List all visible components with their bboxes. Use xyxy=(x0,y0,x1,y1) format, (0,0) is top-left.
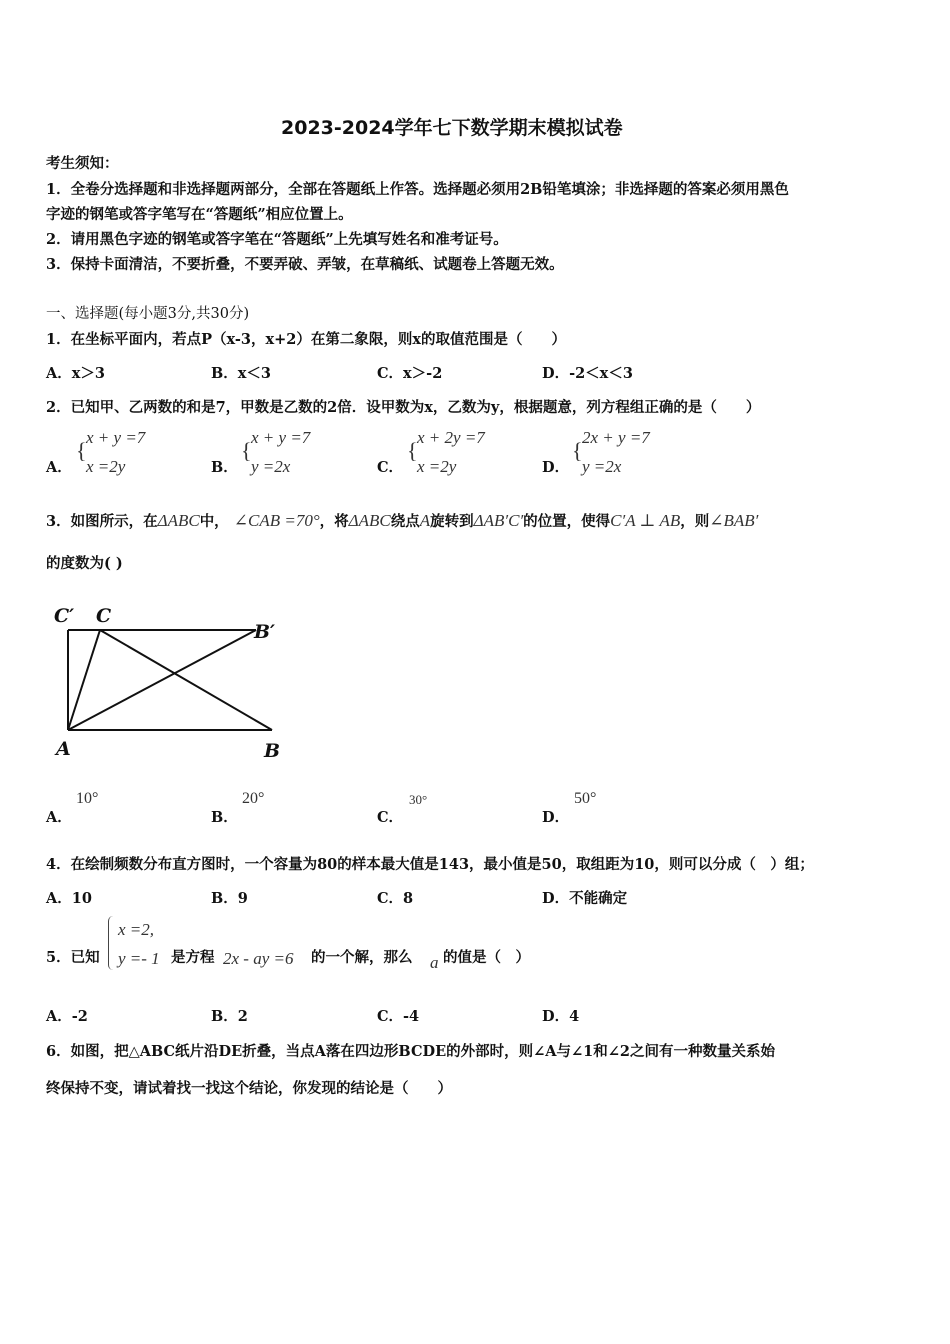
q3-math-6: C′A ⊥ AB xyxy=(610,511,681,530)
notice-line-1b: 字迹的钢笔或答字笔写在“答题纸”相应位置上。 xyxy=(46,206,353,223)
q1-option-d: D．-2＜x＜3 xyxy=(542,365,633,382)
q5-text-2: 是方程 xyxy=(171,949,215,966)
question-3-stem xyxy=(46,510,758,531)
q3-option-b-value: 20° xyxy=(242,790,265,807)
q2-option-c-brace: { xyxy=(407,438,418,463)
question-6-stem-line-1: 6．如图，把△ABC纸片沿DE折叠，当点A落在四边形BCDE的外部时，则∠A与∠1和∠2之间有一种数量关系始 xyxy=(46,1043,775,1060)
q5-option-b: B．2 xyxy=(211,1008,248,1025)
q3-text-1: 3．如图所示，在 xyxy=(46,513,158,530)
question-4-stem: 4．在绘制频数分布直方图时，一个容量为80的样本最大值是143，最小值是50，取组距为10，则可以分成（ ）组； xyxy=(46,856,814,873)
label-a: A xyxy=(56,738,71,760)
q5-text-4: 的值是（ ） xyxy=(443,949,530,966)
q3-math-5: ΔAB′C′ xyxy=(473,511,524,530)
q5-option-d: D．4 xyxy=(542,1008,580,1025)
q3-text-3: ，将 xyxy=(319,513,349,530)
q2-option-b-brace: { xyxy=(241,438,252,463)
q4-option-a: A．10 xyxy=(46,890,92,907)
q2-option-a-eq1: x + y =7 xyxy=(86,428,146,447)
q3-option-b-label: B． xyxy=(211,809,238,826)
q4-option-c: C．8 xyxy=(377,890,414,907)
q2-option-d-brace: { xyxy=(572,438,583,463)
q5-system-eq1: x =2, xyxy=(118,920,155,939)
q3-option-c-value: 30° xyxy=(409,792,428,807)
q3-math-4: A xyxy=(419,511,431,530)
q2-option-d-eq2: y =2x xyxy=(582,457,622,476)
q5-option-c: C．-4 xyxy=(377,1008,420,1025)
question-6-stem-line-2: 终保持不变，请试着找一找这个结论，你发现的结论是（ ） xyxy=(46,1080,452,1097)
label-b: B xyxy=(264,740,281,762)
label-c-prime: C′ xyxy=(54,605,75,627)
q3-text-2: 中， xyxy=(199,513,229,530)
q5-option-a: A．-2 xyxy=(46,1008,88,1025)
q3-option-a-label: A． xyxy=(46,809,72,826)
q5-system-eq2: y =- 1 xyxy=(118,949,160,968)
q5-text-1: 5．已知 xyxy=(46,949,100,966)
q4-option-b: B．9 xyxy=(211,890,248,907)
rotation-figure xyxy=(40,598,300,768)
q2-option-c-eq1: x + 2y =7 xyxy=(417,428,485,447)
q2-option-a-eq2: x =2y xyxy=(86,457,126,476)
q3-option-a-value: 10° xyxy=(76,790,99,807)
q5-text-3: 的一个解，那么 xyxy=(311,949,413,966)
q5-variable: a xyxy=(430,953,439,972)
page-title: 2023-2024学年七下数学期末模拟试卷 xyxy=(281,117,623,139)
q1-option-b: B．x＜3 xyxy=(211,365,271,382)
q5-brace xyxy=(108,916,113,970)
q2-option-b-eq1: x + y =7 xyxy=(251,428,311,447)
q2-option-d-eq1: 2x + y =7 xyxy=(582,428,650,447)
segment-c-b xyxy=(100,630,272,730)
notice-heading: 考生须知： xyxy=(46,155,119,172)
section-heading: 一、选择题(每小题3分,共30分) xyxy=(46,306,250,322)
figure-lines xyxy=(68,630,272,730)
q2-option-c-eq2: x =2y xyxy=(417,457,457,476)
question-1-stem: 1．在坐标平面内，若点P（x-3，x+2）在第二象限，则x的取值范围是（ ） xyxy=(46,331,567,348)
q3-math-1: ΔABC xyxy=(157,511,200,530)
q2-option-c-label: C． xyxy=(377,459,404,476)
q3-text-4: 绕点 xyxy=(390,513,420,530)
notice-line-2: 2．请用黑色字迹的钢笔或答字笔在“答题纸”上先填写姓名和准考证号。 xyxy=(46,231,508,248)
q3-text-5: 旋转到 xyxy=(430,513,474,530)
q3-math-7: ∠BAB′ xyxy=(709,511,759,530)
q2-option-d-label: D． xyxy=(542,459,570,476)
q5-equation: 2x - ay =6 xyxy=(223,949,294,968)
question-3-stem-line-2: 的度数为( ) xyxy=(46,555,123,572)
q3-option-c-label: C． xyxy=(377,809,404,826)
q2-option-b-eq2: y =2x xyxy=(251,457,291,476)
q3-math-3: ΔABC xyxy=(348,511,391,530)
label-b-prime: B′ xyxy=(254,621,276,643)
q1-option-c: C．x＞-2 xyxy=(377,365,443,382)
q2-option-b-label: B． xyxy=(211,459,238,476)
q3-option-d-value: 50° xyxy=(574,790,597,807)
q4-option-d: D．不能确定 xyxy=(542,890,628,907)
q3-text-7: ，则 xyxy=(680,513,710,530)
notice-line-1a: 1．全卷分选择题和非选择题两部分，全部在答题纸上作答。选择题必须用2B铅笔填涂；非选择题的答案必须用黑色 xyxy=(46,181,789,198)
q1-option-a: A．x＞3 xyxy=(46,365,105,382)
q3-math-2: ∠CAB =70° xyxy=(233,511,320,530)
q3-text-6: 的位置，使得 xyxy=(523,513,611,530)
question-2-stem: 2．已知甲、乙两数的和是7，甲数是乙数的2倍．设甲数为x，乙数为y，根据题意，列方程组正确的是（ ） xyxy=(46,399,761,416)
label-c: C xyxy=(96,605,112,627)
notice-line-3: 3．保持卡面清洁，不要折叠，不要弄破、弄皱，在草稿纸、试题卷上答题无效。 xyxy=(46,256,564,273)
q2-option-a-brace: { xyxy=(76,438,87,463)
q3-option-d-label: D． xyxy=(542,809,570,826)
q2-option-a-label: A． xyxy=(46,459,72,476)
